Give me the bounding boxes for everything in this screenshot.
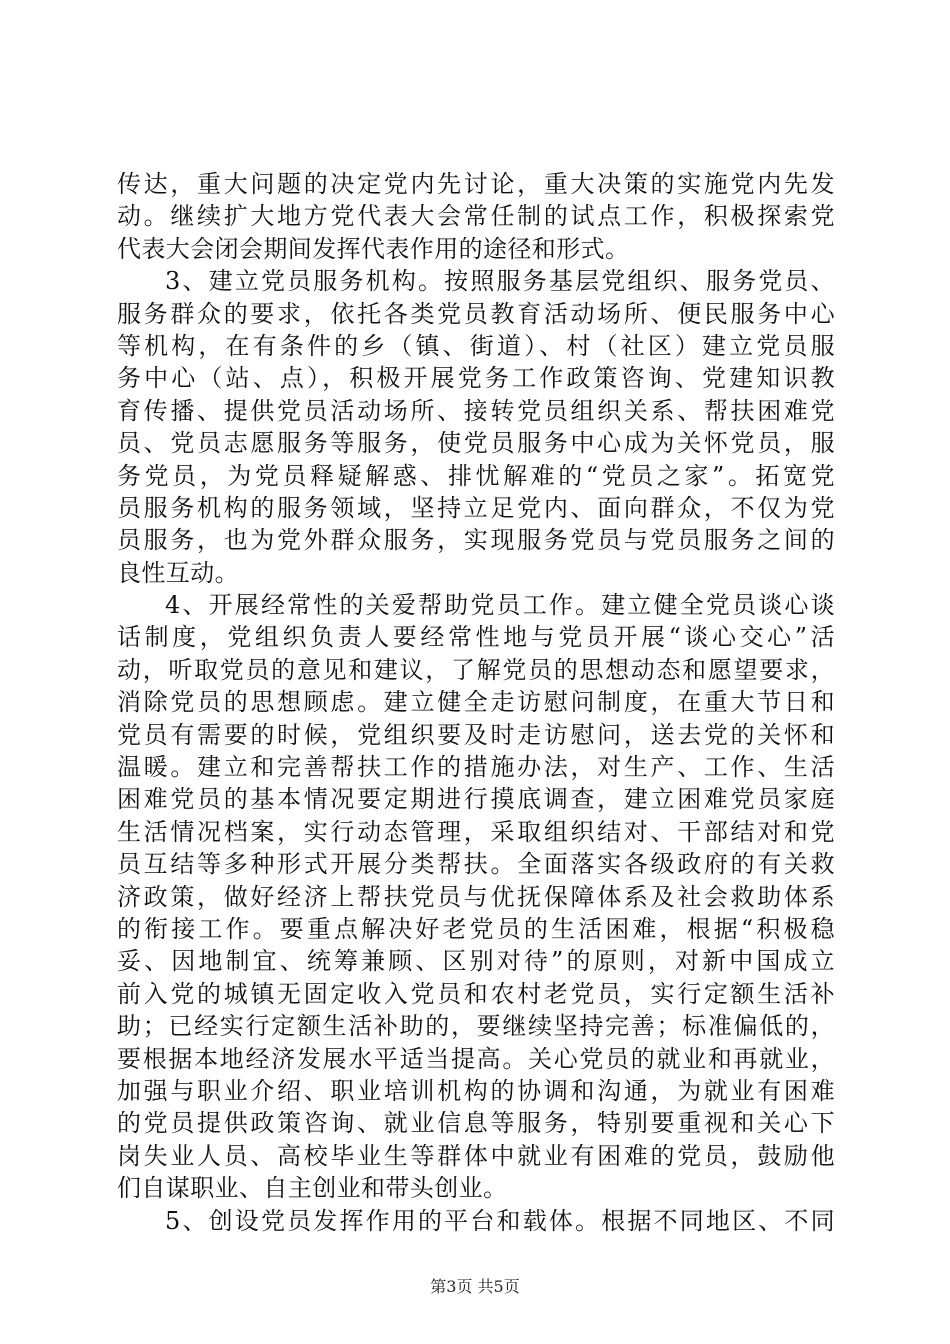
- paragraph-first-line: 5、创设党员发挥作用的平台和载体。根据不同地区、不同: [165, 1206, 835, 1235]
- text-line: 话制度，党组织负责人要经常性地与党员开展“谈心交心”活: [117, 623, 835, 652]
- page-footer: 第3页 共5页: [430, 1277, 520, 1296]
- text-line: 员服务，也为党外群众服务，实现服务党员与党员服务之间的: [117, 526, 835, 555]
- document-body: [117, 168, 835, 1237]
- text-line: 动，听取党员的意见和建议，了解党员的思想动态和愿望要求，: [117, 655, 835, 684]
- paragraph-first-line: 4、开展经常性的关爱帮助党员工作。建立健全党员谈心谈: [165, 591, 835, 620]
- text-line: 党员有需要的时候，党组织要及时走访慰问，送去党的关怀和: [117, 720, 835, 749]
- paragraph-first-line: 3、建立党员服务机构。按照服务基层党组织、服务党员、: [165, 267, 835, 296]
- text-line: 助；已经实行定额生活补助的，要继续坚持完善；标准偏低的，: [117, 1012, 835, 1041]
- text-line: 员互结等多种形式开展分类帮扶。全面落实各级政府的有关救: [117, 850, 835, 879]
- text-line: 传达，重大问题的决定党内先讨论，重大决策的实施党内先发: [117, 170, 835, 198]
- text-line: 们自谋职业、自主创业和带头创业。: [117, 1174, 508, 1203]
- text-line: 加强与职业介绍、职业培训机构的协调和沟通，为就业有困难: [117, 1076, 835, 1105]
- text-line: 前入党的城镇无固定收入党员和农村老党员，实行定额生活补: [117, 979, 835, 1008]
- text-line: 动。继续扩大地方党代表大会常任制的试点工作，积极探索党: [117, 202, 835, 231]
- text-line: 消除党员的思想顾虑。建立健全走访慰问制度，在重大节日和: [117, 688, 835, 717]
- text-line: 妥、因地制宜、统筹兼顾、区别对待”的原则，对新中国成立: [117, 947, 835, 976]
- text-line: 困难党员的基本情况要定期进行摸底调查，建立困难党员家庭: [117, 785, 835, 814]
- text-line: 生活情况档案，实行动态管理，采取组织结对、干部结对和党: [117, 817, 835, 846]
- text-line: 温暖。建立和完善帮扶工作的措施办法，对生产、工作、生活: [117, 753, 835, 782]
- text-line: 济政策，做好经济上帮扶党员与优抚保障体系及社会救助体系: [117, 882, 835, 911]
- text-line: 务党员，为党员释疑解惑、排忧解难的“党员之家”。拓宽党: [117, 461, 835, 490]
- text-line: 员服务机构的服务领域，坚持立足党内、面向群众，不仅为党: [117, 493, 835, 522]
- text-line: 务中心（站、点），积极开展党务工作政策咨询、党建知识教: [117, 364, 835, 393]
- text-line: 良性互动。: [117, 558, 239, 587]
- text-line: 员、党员志愿服务等服务，使党员服务中心成为关怀党员，服: [117, 429, 835, 458]
- text-line: 服务群众的要求，依托各类党员教育活动场所、便民服务中心: [117, 299, 835, 328]
- text-line: 等机构，在有条件的乡（镇、街道）、村（社区）建立党员服: [117, 331, 835, 360]
- text-line: 的党员提供政策咨询、就业信息等服务，特别要重视和关心下: [117, 1109, 835, 1138]
- text-line: 要根据本地经济发展水平适当提高。关心党员的就业和再就业，: [117, 1044, 835, 1073]
- text-line: 岗失业人员、高校毕业生等群体中就业有困难的党员，鼓励他: [117, 1141, 835, 1170]
- text-line: 的衔接工作。要重点解决好老党员的生活困难，根据“积极稳: [117, 914, 835, 943]
- text-line: 代表大会闭会期间发挥代表作用的途径和形式。: [117, 234, 630, 263]
- text-line: 育传播、提供党员活动场所、接转党员组织关系、帮扶困难党: [117, 396, 835, 425]
